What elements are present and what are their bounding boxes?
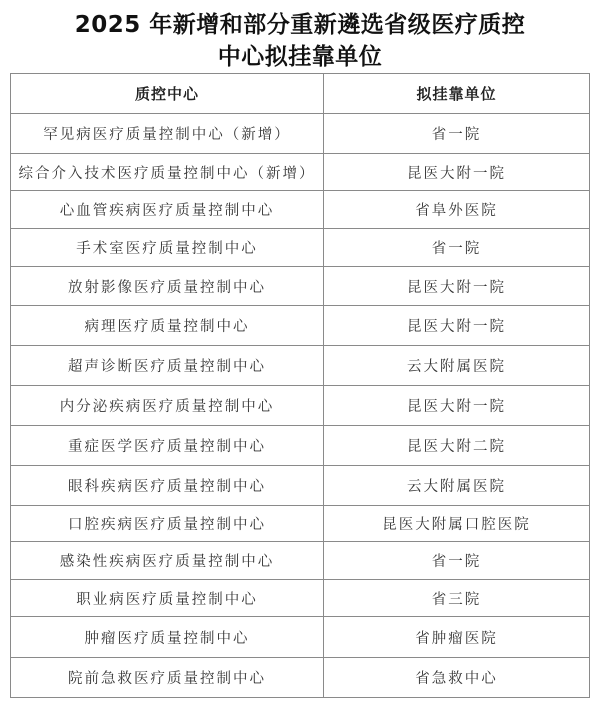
cell-host-unit: 云大附属医院	[324, 346, 590, 386]
table-row	[11, 267, 590, 306]
column-header-center: 质控中心	[11, 74, 324, 114]
cell-host-unit: 昆医大附一院	[324, 306, 590, 346]
cell-quality-control-center: 病理医疗质量控制中心	[11, 306, 324, 346]
cell-quality-control-center: 院前急救医疗质量控制中心	[11, 658, 324, 698]
cell-host-unit: 昆医大附一院	[324, 267, 590, 306]
cell-host-unit: 昆医大附属口腔医院	[324, 506, 590, 542]
table-row	[11, 466, 590, 506]
cell-quality-control-center: 职业病医疗质量控制中心	[11, 580, 324, 617]
table-row	[11, 191, 590, 229]
cell-quality-control-center: 罕见病医疗质量控制中心（新增）	[11, 114, 324, 154]
table-header-row	[11, 74, 590, 114]
cell-host-unit: 省一院	[324, 114, 590, 154]
document-title-line-2: 中心拟挂靠单位	[217, 44, 383, 70]
cell-quality-control-center: 重症医学医疗质量控制中心	[11, 426, 324, 466]
cell-quality-control-center: 眼科疾病医疗质量控制中心	[11, 466, 324, 506]
cell-host-unit: 昆医大附一院	[324, 154, 590, 191]
table-row	[11, 114, 590, 154]
cell-quality-control-center: 综合介入技术医疗质量控制中心（新增）	[11, 154, 324, 191]
quality-control-centers-table	[10, 73, 590, 698]
column-header-host-unit: 拟挂靠单位	[324, 74, 590, 114]
table-row	[11, 580, 590, 617]
table-row	[11, 306, 590, 346]
table-row	[11, 426, 590, 466]
cell-host-unit: 云大附属医院	[324, 466, 590, 506]
cell-quality-control-center: 心血管疾病医疗质量控制中心	[11, 191, 324, 229]
cell-host-unit: 省阜外医院	[324, 191, 590, 229]
table-row	[11, 658, 590, 698]
cell-host-unit: 省一院	[324, 542, 590, 580]
table-row	[11, 229, 590, 267]
cell-host-unit: 省三院	[324, 580, 590, 617]
table-row	[11, 617, 590, 658]
cell-quality-control-center: 肿瘤医疗质量控制中心	[11, 617, 324, 658]
cell-quality-control-center: 感染性疾病医疗质量控制中心	[11, 542, 324, 580]
table-body	[11, 114, 590, 698]
cell-quality-control-center: 内分泌疾病医疗质量控制中心	[11, 386, 324, 426]
table-row	[11, 154, 590, 191]
table-row	[11, 346, 590, 386]
cell-host-unit: 省急救中心	[324, 658, 590, 698]
document-title-line-1: 2025 年新增和部分重新遴选省级医疗质控	[74, 12, 526, 38]
cell-quality-control-center: 超声诊断医疗质量控制中心	[11, 346, 324, 386]
cell-quality-control-center: 口腔疾病医疗质量控制中心	[11, 506, 324, 542]
table-row	[11, 506, 590, 542]
cell-host-unit: 省一院	[324, 229, 590, 267]
table-row	[11, 386, 590, 426]
cell-host-unit: 昆医大附二院	[324, 426, 590, 466]
cell-host-unit: 省肿瘤医院	[324, 617, 590, 658]
cell-quality-control-center: 手术室医疗质量控制中心	[11, 229, 324, 267]
table-row	[11, 542, 590, 580]
cell-quality-control-center: 放射影像医疗质量控制中心	[11, 267, 324, 306]
cell-host-unit: 昆医大附一院	[324, 386, 590, 426]
